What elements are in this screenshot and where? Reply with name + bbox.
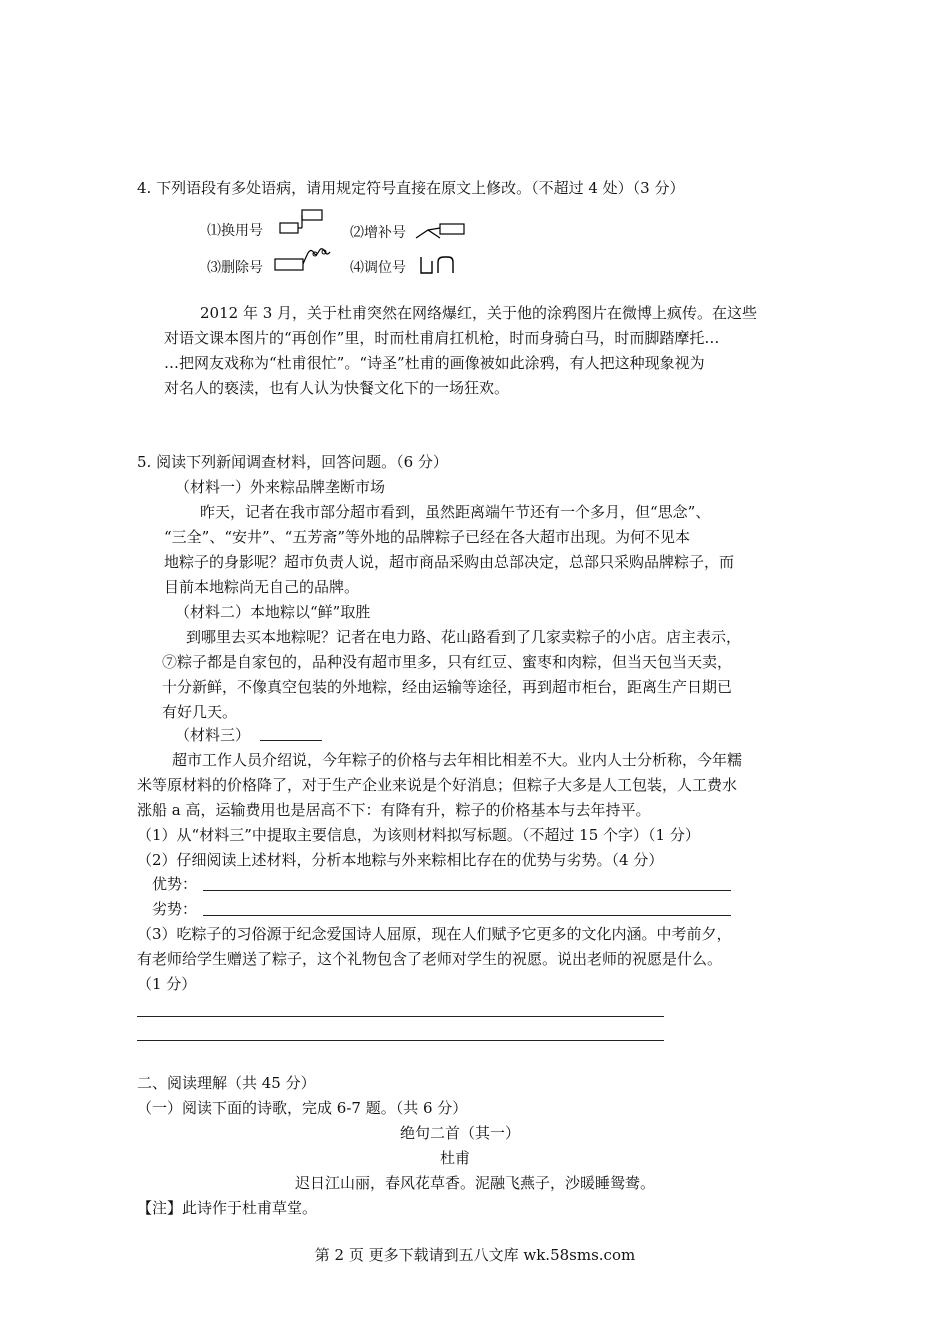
delete-symbol-label: ⑶删除号 — [207, 260, 263, 276]
insert-symbol-icon — [414, 222, 470, 242]
poem-title: 绝句二首（其一） — [399, 1124, 520, 1142]
sub3-answer-line-1[interactable] — [137, 1016, 664, 1017]
advantage-answer-line[interactable] — [203, 890, 731, 891]
material3-line-2: 米等原材料的价格降了，对于生产企业来说是个好消息；但粽子大多是人工包装，人工费水 — [137, 776, 738, 794]
advantage-label: 优势： — [152, 875, 198, 893]
disadvantage-label: 劣势： — [152, 900, 198, 918]
poem-text: 迟日江山丽，春风花草香。泥融飞燕子，沙暖睡鸳鸯。 — [294, 1174, 655, 1192]
q5-sub2: （2）仔细阅读上述材料，分析本地粽与外来粽相比存在的优势与劣势。（4 分） — [137, 851, 664, 869]
transpose-symbol-icon — [418, 253, 458, 277]
q4-passage-line-4: 对名人的亵渎，也有人认为快餐文化下的一场狂欢。 — [164, 379, 510, 397]
q4-passage-line-2: 对语文课本图片的“再创作”里，时而杜甫肩扛机枪，时而身骑白马，时而脚踏摩托… — [164, 329, 720, 347]
material2-line-3: 十分新鲜，不像真空包装的外地粽，经由运输等途径，再到超市柜台，距离生产日期已 — [162, 678, 733, 696]
material1-line-4: 目前本地粽尚无自己的品牌。 — [164, 578, 360, 596]
replace-symbol-label: ⑴换用号 — [207, 223, 263, 239]
material2-line-1: 到哪里去买本地粽呢？记者在电力路、花山路看到了几家卖粽子的小店。店主表示， — [186, 628, 742, 646]
q4-passage-line-3: …把网友戏称为“杜甫很忙”。“诗圣”杜甫的画像被如此涂鸦，有人把这种现象视为 — [164, 354, 705, 372]
material3-line-1: 超市工作人员介绍说，今年粽子的价格与去年相比相差不大。业内人士分析称，今年糯 — [172, 751, 743, 769]
material1-title: （材料一）外来粽品牌垄断市场 — [175, 478, 386, 496]
disadvantage-answer-line[interactable] — [203, 915, 731, 916]
q4-title: 4. 下列语段有多处语病，请用规定符号直接在原文上修改。（不超过 4 处）（3 分） — [137, 179, 685, 197]
material1-line-2: “三全”、“安井”、“五芳斋”等外地的品牌粽子已经在各大超市出现。为何不见本 — [164, 528, 691, 546]
material2-title: （材料二）本地粽以“鲜”取胜 — [175, 603, 371, 621]
sub3-answer-line-2[interactable] — [137, 1040, 664, 1041]
replace-symbol-icon — [279, 209, 325, 237]
material1-line-3: 地粽子的身影呢？超市负责人说，超市商品采购由总部决定，总部只采购品牌粽子，而 — [164, 553, 735, 571]
q5-title: 5. 阅读下列新闻调查材料，回答问题。（6 分） — [137, 453, 448, 471]
section2-part1: （一）阅读下面的诗歌，完成 6-7 题。（共 6 分） — [137, 1099, 468, 1117]
page-footer: 第 2 页 更多下载请到五八文库 wk.58sms.com — [314, 1246, 636, 1264]
q5-sub3-line-3: （1 分） — [137, 975, 197, 993]
delete-symbol-icon — [274, 243, 332, 273]
material2-line-2: ⑦粽子都是自家包的，品种没有超市里多，只有红豆、蜜枣和肉粽，但当天包当天卖， — [162, 653, 733, 671]
insert-symbol-label: ⑵增补号 — [350, 225, 406, 241]
transpose-symbol-label: ⑷调位号 — [350, 260, 406, 276]
q5-sub1: （1）从“材料三”中提取主要信息，为该则材料拟写标题。（不超过 15 个字）（1 分） — [137, 826, 700, 844]
section2-title: 二、阅读理解（共 45 分） — [137, 1074, 316, 1092]
poem-note: 【注】此诗作于杜甫草堂。 — [137, 1199, 318, 1217]
material3-line-3: 涨船 a 高，运输费用也是居高不下：有降有升，粽子的价格基本与去年持平。 — [137, 801, 651, 819]
q4-passage-line-1: 2012 年 3 月，关于杜甫突然在网络爆红，关于他的涂鸦图片在微博上疯传。在这些 — [200, 304, 758, 322]
material3-title: （材料三） — [175, 726, 251, 744]
q5-sub3-line-2: 有老师给学生赠送了粽子，这个礼物包含了老师对学生的祝愿。说出老师的祝愿是什么。 — [137, 950, 723, 968]
material2-line-4: 有好几天。 — [162, 703, 238, 721]
poem-author: 杜甫 — [439, 1149, 470, 1167]
q5-sub3-line-1: （3）吃粽子的习俗源于纪念爱国诗人屈原，现在人们赋予它更多的文化内涵。中考前夕， — [137, 925, 732, 943]
material1-line-1: 昨天，记者在我市部分超市看到，虽然距离端午节还有一个多月，但“思念”、 — [200, 503, 711, 521]
material3-title-blank[interactable] — [260, 740, 322, 741]
